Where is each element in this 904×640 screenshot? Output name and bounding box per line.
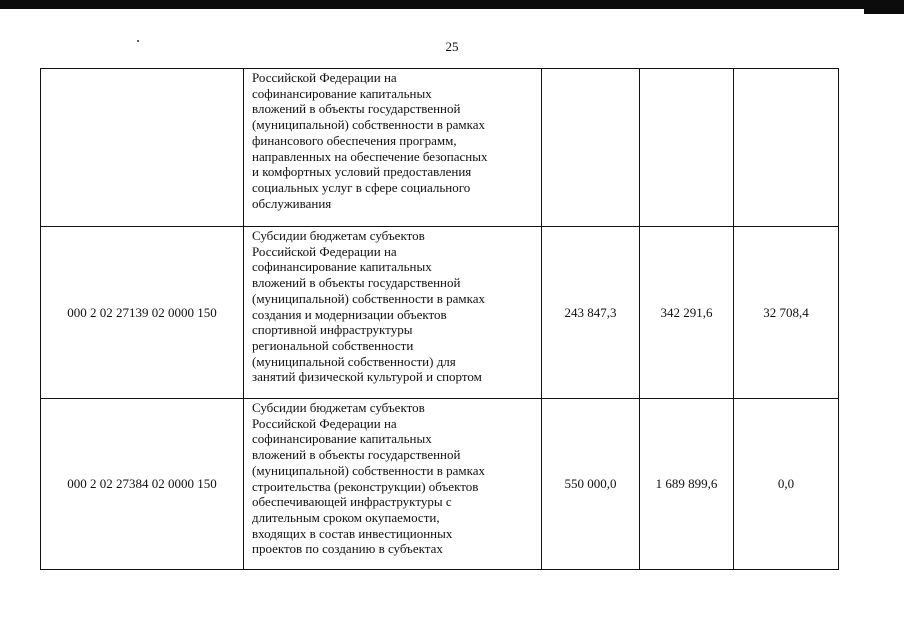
budget-code-cell: 000 2 02 27139 02 0000 150 bbox=[41, 227, 244, 399]
table-row bbox=[41, 69, 839, 227]
description-text: Российской Федерации на софинансирование капитальных вложений в объекты государственной (муниципальной) собственности в рамках финансового обеспечения программ, направленных на обеспечение безопасных и комфортных условий предоставления социальных услуг в сфере социального обслуживания bbox=[252, 70, 488, 211]
amount-cell-2: 342 291,6 bbox=[640, 227, 734, 399]
amount-cell-1: 550 000,0 bbox=[542, 399, 640, 570]
amount-cell-2: 1 689 899,6 bbox=[640, 399, 734, 570]
description-cell bbox=[244, 69, 542, 227]
budget-code-cell bbox=[41, 69, 244, 227]
description-text: Субсидии бюджетам субъектов Российской Федерации на софинансирование капитальных вложений в объекты государственной (муниципальной) собственности в рамках строительства (реконструкции) объектов обеспечивающей инфраструктуры с длительным сроком окупаемости, входящих в состав инвестиционных проектов по созданию в субъектах bbox=[252, 400, 485, 557]
scan-top-border bbox=[0, 0, 904, 9]
table-row bbox=[41, 399, 839, 570]
amount-cell-1: 243 847,3 bbox=[542, 227, 640, 399]
amount-cell-1 bbox=[542, 69, 640, 227]
budget-code-cell: 000 2 02 27384 02 0000 150 bbox=[41, 399, 244, 570]
amount-cell-3: 0,0 bbox=[734, 399, 839, 570]
amount-cell-2 bbox=[640, 69, 734, 227]
budget-table bbox=[40, 68, 839, 570]
amount-cell-3: 32 708,4 bbox=[734, 227, 839, 399]
description-cell bbox=[244, 399, 542, 570]
description-cell bbox=[244, 227, 542, 399]
amount-cell-3 bbox=[734, 69, 839, 227]
description-text: Субсидии бюджетам субъектов Российской Федерации на софинансирование капитальных вложений в объекты государственной (муниципальной) собственности в рамках создания и модернизации объектов спортивной инфраструктуры региональной собственности (муниципальной собственности) для занятий физической культурой и спортом bbox=[252, 228, 485, 385]
page-number: 25 bbox=[445, 39, 459, 54]
table-row bbox=[41, 227, 839, 399]
